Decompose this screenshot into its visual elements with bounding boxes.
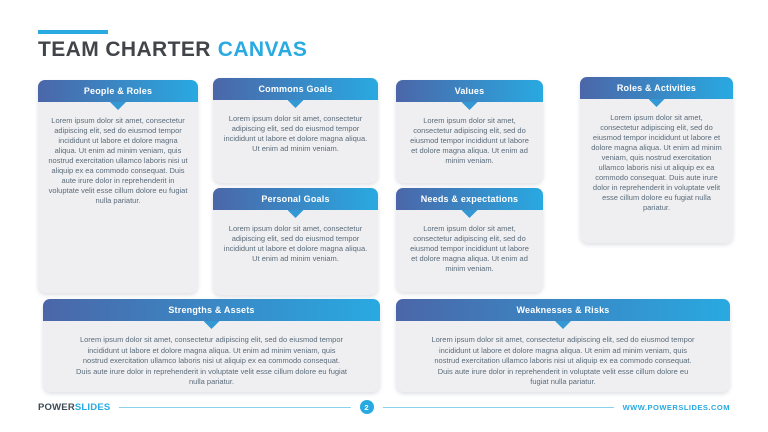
page-title-main: TEAM CHARTER xyxy=(38,38,211,61)
card-people-roles-body: Lorem ipsum dolor sit amet, consectetur adipiscing elit, sed do eiusmod tempor incididunt ut labore et dolore magna aliqua. Ut enim ad minim veniam, quis nostrud exercitation ullamco laboris nisi ut aliquip ex ea commodo consequat. Duis aute irure dolor in reprehenderit in voluptate velit esse cillum dolore eu fugiat nulla pariatur. xyxy=(48,116,188,205)
card-commons-goals-header xyxy=(213,78,378,100)
footer-divider-line-right xyxy=(383,407,614,408)
card-needs-expectations-label: Needs & expectations xyxy=(420,194,519,204)
card-weaknesses-risks xyxy=(396,299,730,392)
title-accent-bar xyxy=(38,30,108,34)
card-weaknesses-risks-body: Lorem ipsum dolor sit amet, consectetur adipiscing elit, sed do eiusmod tempor incididunt ut labore et dolore magna aliqua. Ut enim ad minim veniam, quis nostrud exercitation ullamco laboris nisi ut aliquip ex ea commodo consequat. Duis aute irure dolor in reprehenderit in voluptate velit esse cillum dolore eu fugiat nulla pariatur. xyxy=(431,335,695,386)
page-title-accent: CANVAS xyxy=(217,38,308,61)
card-weaknesses-risks-header xyxy=(396,299,730,321)
website-url: WWW.POWERSLIDES.COM xyxy=(622,402,731,412)
logo-text-accent: SLIDES xyxy=(74,401,111,413)
card-people-roles-header xyxy=(38,80,198,102)
card-strengths-assets-label: Strengths & Assets xyxy=(168,305,255,315)
card-commons-goals-body: Lorem ipsum dolor sit amet, consectetur adipiscing elit, sed do eiusmod tempor incididunt ut labore et dolore magna aliqua. Ut enim ad minim veniam. xyxy=(223,114,368,153)
card-values-body: Lorem ipsum dolor sit amet, consectetur adipiscing elit, sed do eiusmod tempor incididunt ut labore et dolore magna aliqua. Ut enim ad minim veniam. xyxy=(410,116,529,165)
card-strengths-assets-body: Lorem ipsum dolor sit amet, consectetur adipiscing elit, sed do eiusmod tempor incididunt ut labore et dolore magna aliqua. Ut enim ad minim veniam, quis nostrud exercitation ullamco laboris nisi ut aliquip ex ea commodo consequat. Duis aute irure dolor in reprehenderit in voluptate velit esse cillum dolore eu fugiat nulla pariatur. xyxy=(76,335,347,386)
card-needs-expectations-header xyxy=(396,188,543,210)
card-values-label: Values xyxy=(454,86,485,96)
card-needs-expectations-body: Lorem ipsum dolor sit amet, consectetur adipiscing elit, sed do eiusmod tempor incididunt ut labore et dolore magna aliqua. Ut enim ad minim veniam. xyxy=(410,224,529,273)
card-values-header xyxy=(396,80,543,102)
powerslides-logo xyxy=(38,402,110,413)
card-needs-expectations xyxy=(396,188,543,292)
footer-divider-line-left xyxy=(119,407,350,408)
card-weaknesses-risks-label: Weaknesses & Risks xyxy=(516,305,610,315)
card-people-roles-label: People & Roles xyxy=(83,86,153,96)
card-personal-goals xyxy=(213,188,378,295)
card-commons-goals-label: Commons Goals xyxy=(258,84,333,94)
page-number-badge xyxy=(360,400,374,414)
card-personal-goals-label: Personal Goals xyxy=(261,194,330,204)
card-roles-activities-body: Lorem ipsum dolor sit amet, consectetur adipiscing elit, sed do eiusmod tempor incididunt ut labore et dolore magna aliqua. Ut enim ad minim veniam, quis nostrud exercitation ullamco laboris nisi ut aliquip ex ea commodo consequat. Duis aute irure dolor in reprehenderit in voluptate velit esse cillum dolore eu fugiat nulla pariatur. xyxy=(591,113,722,212)
page-number: 2 xyxy=(364,402,369,412)
card-personal-goals-body: Lorem ipsum dolor sit amet, consectetur adipiscing elit, sed do eiusmod tempor incididunt ut labore et dolore magna aliqua. Ut enim ad minim veniam. xyxy=(223,224,368,263)
card-commons-goals xyxy=(213,78,378,183)
slide-footer xyxy=(38,399,730,415)
page-title xyxy=(38,38,307,62)
card-roles-activities xyxy=(580,77,733,243)
card-personal-goals-header xyxy=(213,188,378,210)
card-roles-activities-header xyxy=(580,77,733,99)
card-roles-activities-label: Roles & Activities xyxy=(616,83,697,93)
card-values xyxy=(396,80,543,183)
card-people-roles xyxy=(38,80,198,293)
logo-text-bold: POWER xyxy=(38,401,75,413)
card-strengths-assets xyxy=(43,299,380,392)
card-strengths-assets-header xyxy=(43,299,380,321)
